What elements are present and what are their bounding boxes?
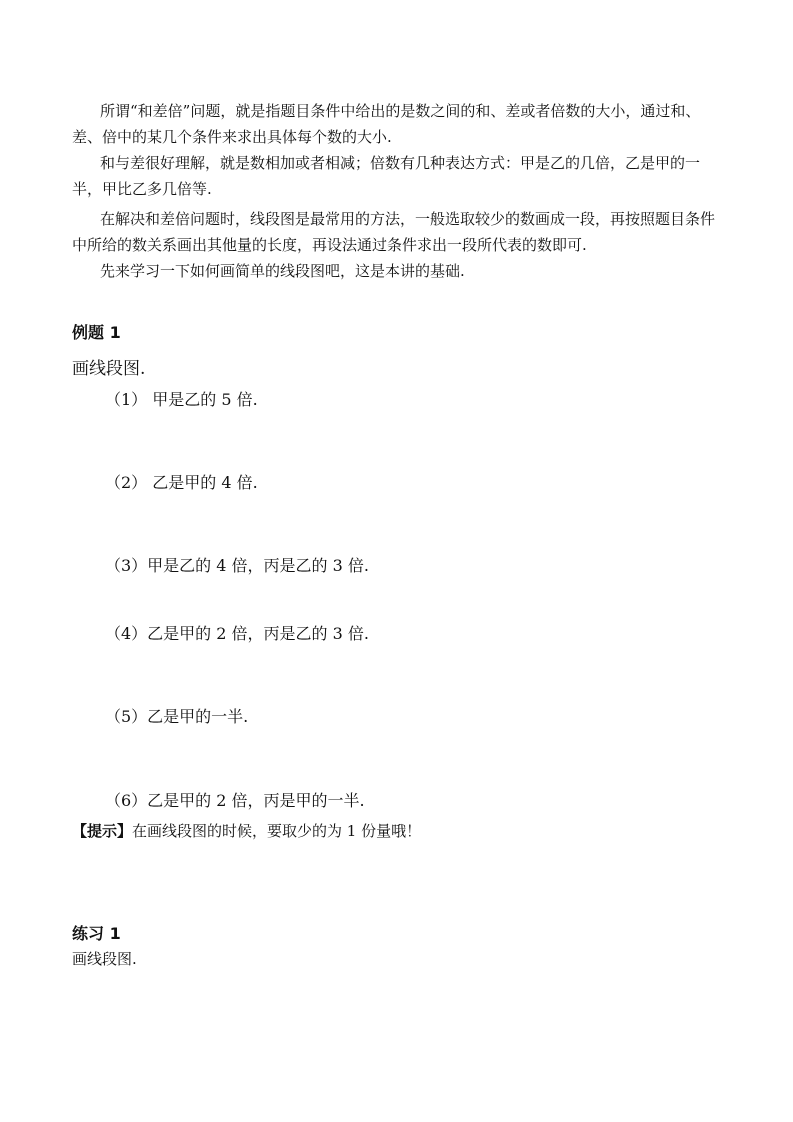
example-1-title: 例题 1 [72,323,121,342]
example-1-item-6: （6）乙是甲的 2 倍，丙是甲的一半. [105,791,365,810]
intro-paragraph-3: 在解决和差倍问题时，线段图是最常用的方法，一般选取较少的数画成一段，再按照题目条件中所给的数关系画出其他量的长度，再设法通过条件求出一段所代表的数即可. [72,210,716,254]
tip-text: 在画线段图的时候，要取少的为 1 份量哦！ [132,822,422,840]
example-1-prompt: 画线段图. [72,359,146,379]
intro-paragraph-4: 先来学习一下如何画简单的线段图吧，这是本讲的基础. [100,262,465,280]
example-1-item-3: （3）甲是乙的 4 倍，丙是乙的 3 倍. [105,556,369,575]
example-1-item-2: （2） 乙是甲的 4 倍. [105,473,258,492]
example-1-item-1: （1） 甲是乙的 5 倍. [105,390,258,409]
example-1-item-5: （5）乙是甲的一半. [105,707,249,726]
intro-paragraph-2: 和与差很好理解，就是数相加或者相减；倍数有几种表达方式：甲是乙的几倍，乙是甲的一半，甲比乙多几倍等. [72,154,701,198]
tip-label: 【提示】 [72,822,133,840]
example-1-item-4: （4）乙是甲的 2 倍，丙是乙的 3 倍. [105,624,369,643]
example-1-tip [72,820,421,841]
practice-1-prompt: 画线段图. [72,950,137,968]
intro-paragraph-1: 所谓“和差倍”问题，就是指题目条件中给出的是数之间的和、差或者倍数的大小，通过和、差、倍中的某几个条件来求出具体每个数的大小. [72,102,701,146]
practice-1-title: 练习 1 [72,924,121,943]
